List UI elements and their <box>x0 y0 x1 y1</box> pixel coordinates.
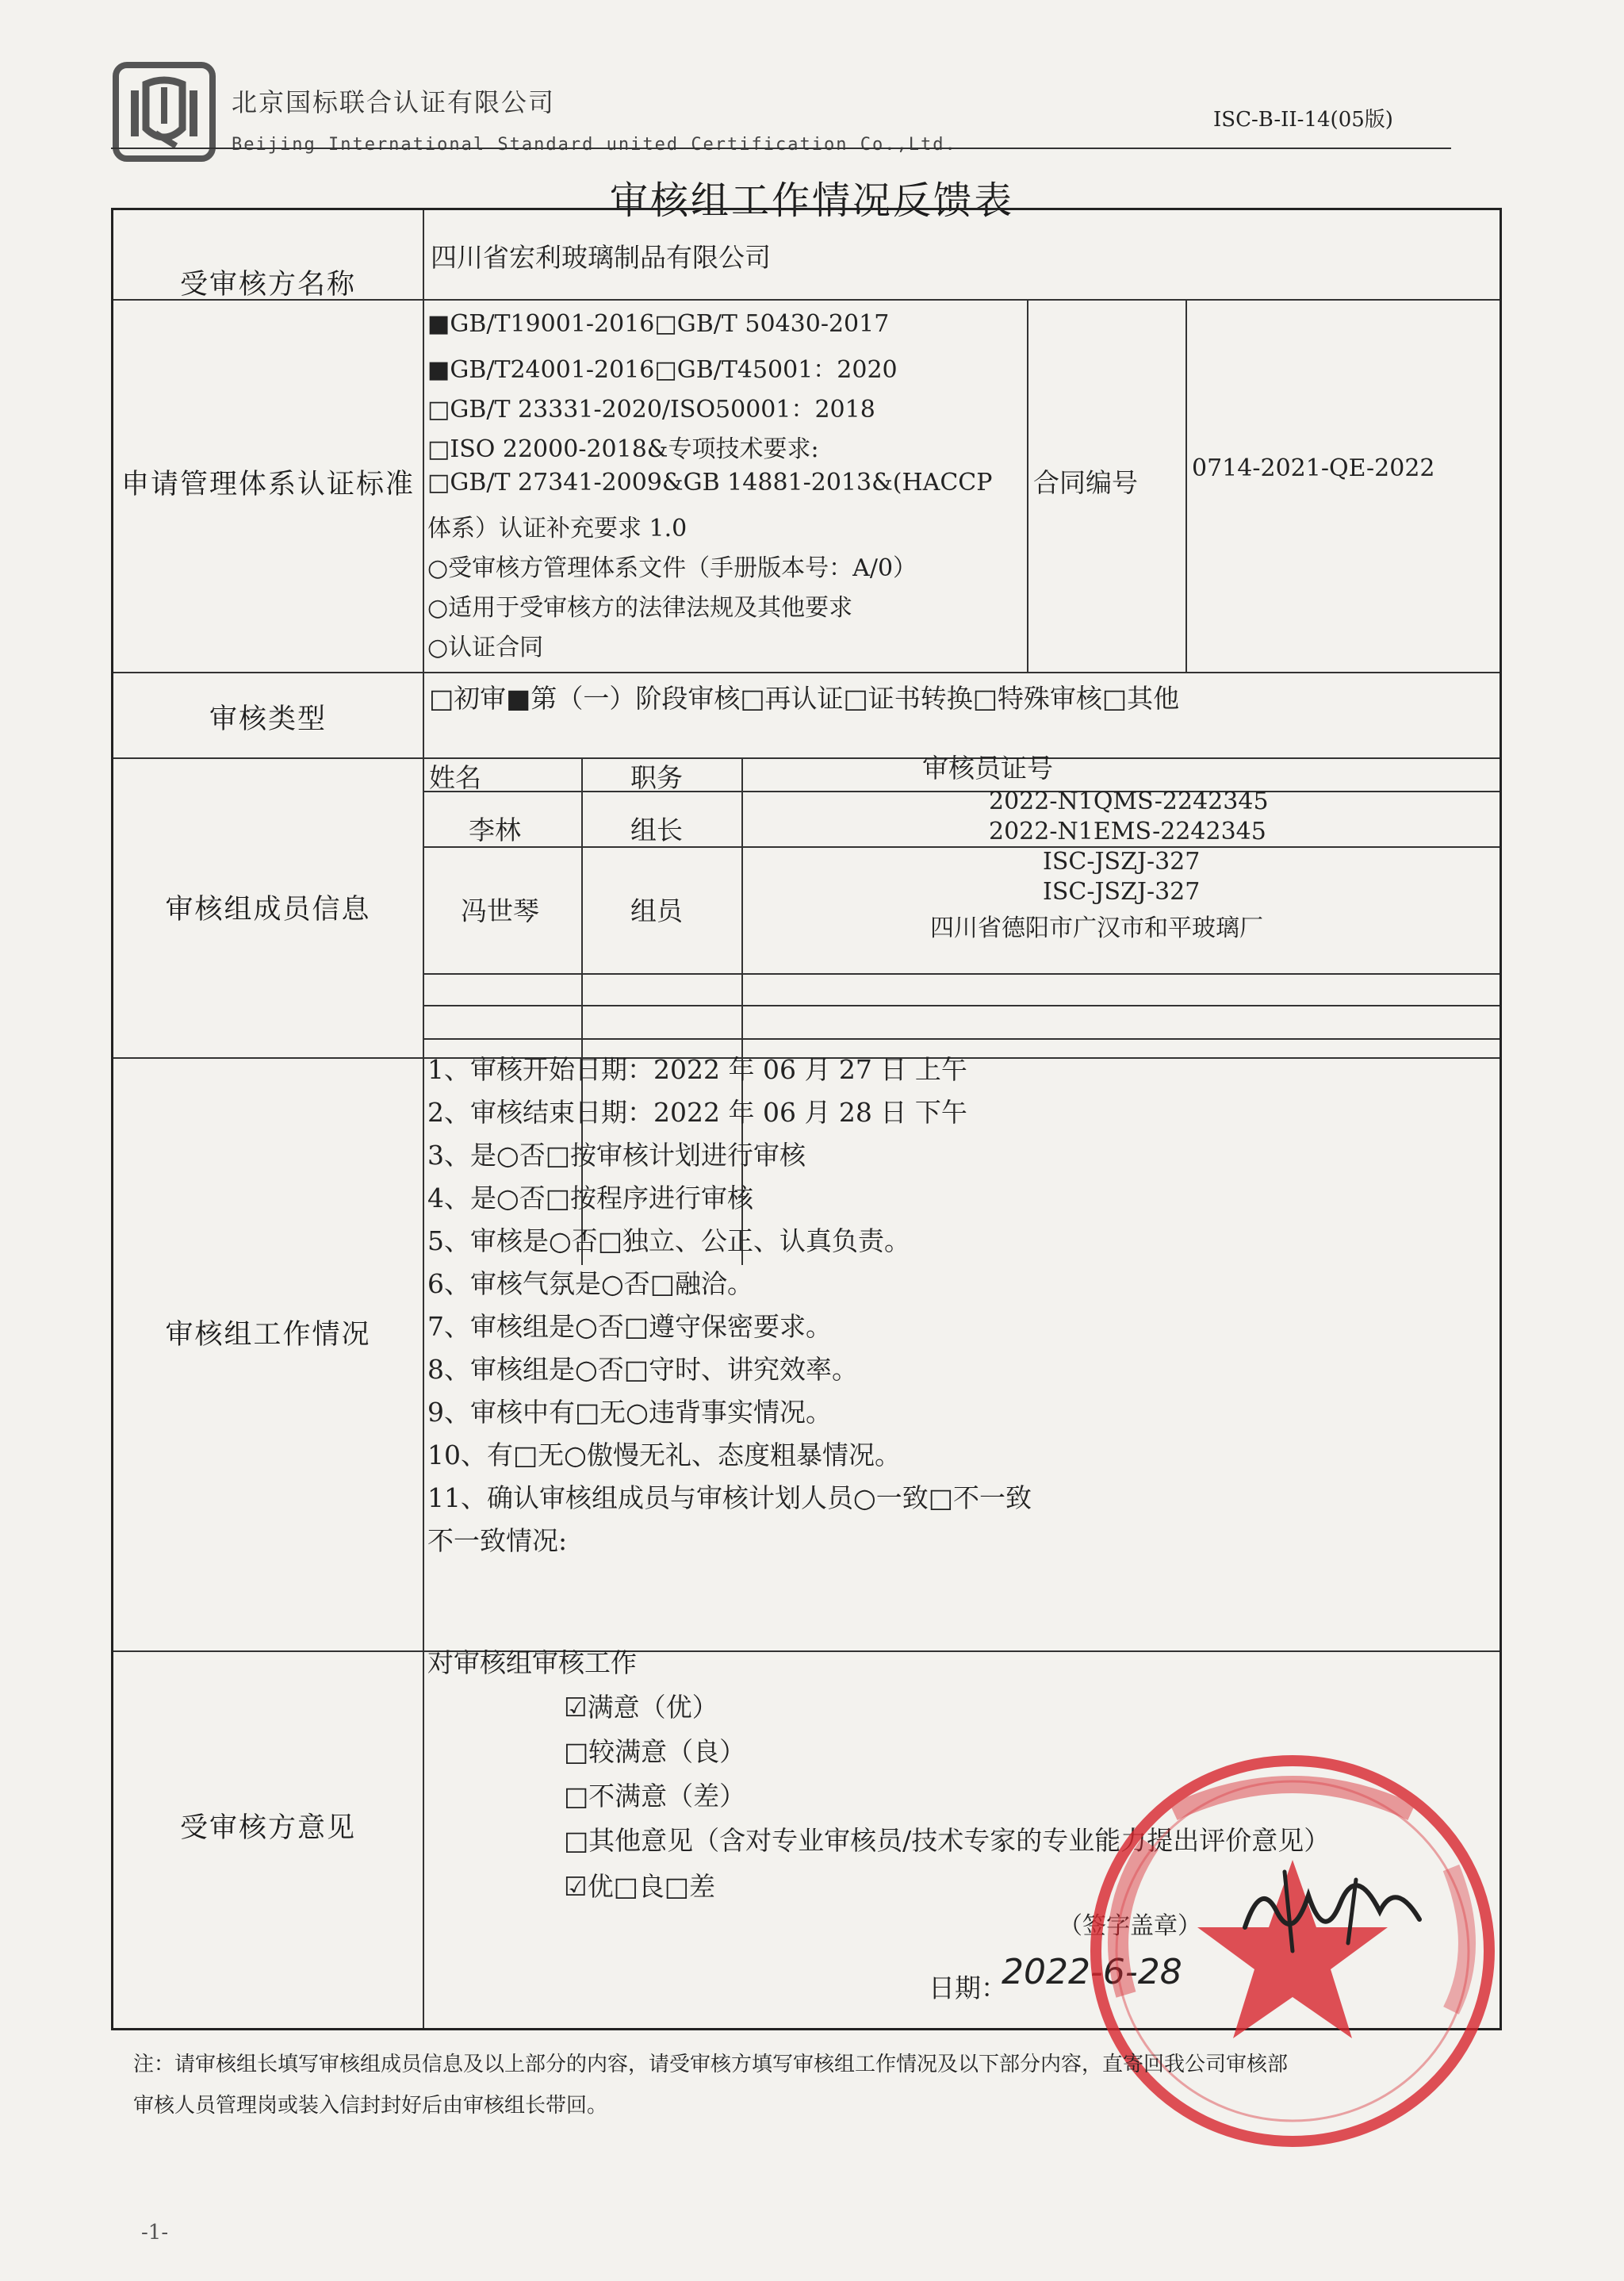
handwritten-signature-icon <box>1229 1864 1435 1959</box>
company-name-en: Beijing International Standard united Certification Co.,Ltd. <box>232 135 957 155</box>
team-header-role: 职务 <box>630 762 683 793</box>
row-divider <box>113 1650 1500 1652</box>
footnote: 注：请审核组长填写审核组成员信息及以上部分的内容，请受审核方填写审核组工作情况及以下部分内容，直寄回我公司审核部 <box>133 2053 1289 2076</box>
team-header-name: 姓名 <box>429 762 481 793</box>
header-rule <box>111 148 1451 149</box>
standard-line: □ISO 22000-2018&专项技术要求: <box>427 435 819 463</box>
work-label: 审核组工作情况 <box>165 1319 371 1351</box>
member-cert: 2022-N1EMS-2242345 <box>989 818 1266 845</box>
work-item: 3、是○否□按审核计划进行审核 <box>427 1140 806 1171</box>
auditee-value: 四川省宏利玻璃制品有限公司 <box>431 242 771 273</box>
work-item: 5、审核是○否□独立、公正、认真负责。 <box>427 1225 910 1256</box>
opinion-option: □较满意（良） <box>564 1736 746 1767</box>
footnote: 审核人员管理岗或装入信封封好后由审核组长带回。 <box>133 2094 608 2118</box>
standard-line: ■GB/T24001-2016□GB/T45001：2020 <box>427 356 898 384</box>
work-item: 不一致情况: <box>427 1525 568 1556</box>
work-item: 8、审核组是○否□守时、讲究效率。 <box>427 1354 858 1385</box>
standard-line: 体系）认证补充要求 1.0 <box>427 515 688 542</box>
member-role: 组长 <box>630 815 683 845</box>
page-number: -1- <box>141 2221 169 2245</box>
standard-line: ○适用于受审核方的法律法规及其他要求 <box>427 594 853 622</box>
contract-number: 0714-2021-QE-2022 <box>1192 454 1435 482</box>
row-divider <box>113 672 1500 673</box>
opinion-option: ☑满意（优） <box>564 1692 718 1723</box>
date-handwritten: 2022-6-28 <box>1002 1952 1182 1992</box>
date-label: 日期： <box>929 1972 1007 2003</box>
work-item: 11、确认审核组成员与审核计划人员○一致□不一致 <box>427 1482 1032 1513</box>
audit-type-label: 审核类型 <box>209 703 327 735</box>
contract-label-divider <box>1027 299 1028 672</box>
standard-line: □GB/T 27341-2009&GB 14881-2013&(HACCP <box>427 469 993 496</box>
standard-line: ○认证合同 <box>427 634 544 661</box>
sign-label: （签字盖章） <box>1059 1912 1201 1940</box>
work-item: 9、审核中有□无○违背事实情况。 <box>427 1397 832 1428</box>
team-header-cert: 审核员证号 <box>922 753 1053 784</box>
work-item: 6、审核气氛是○否□融洽。 <box>427 1268 753 1299</box>
opinion-label: 受审核方意见 <box>179 1812 356 1844</box>
team-row-divider <box>423 846 1500 848</box>
team-row-divider <box>423 973 1500 975</box>
row-divider <box>113 299 1500 301</box>
contract-label: 合同编号 <box>1033 467 1138 498</box>
member-cert: ISC-JSZJ-327 <box>1043 878 1201 906</box>
work-item: 4、是○否□按程序进行审核 <box>427 1183 753 1213</box>
work-item: 1、审核开始日期：2022 年 06 月 27 日 上午 <box>427 1054 967 1085</box>
opinion-option: □不满意（差） <box>564 1781 746 1811</box>
row-divider <box>113 757 1500 759</box>
work-item: 2、审核结束日期：2022 年 06 月 28 日 下午 <box>427 1097 967 1128</box>
company-name-cn: 北京国标联合认证有限公司 <box>232 87 556 117</box>
team-row-divider <box>423 1005 1500 1006</box>
standard-line: □GB/T 23331-2020/ISO50001：2018 <box>427 396 875 424</box>
standard-line: ○受审核方管理体系文件（手册版本号：A/0） <box>427 554 917 582</box>
audit-type-value: □初审■第（一）阶段审核□再认证□证书转换□特殊审核□其他 <box>429 683 1180 714</box>
standard-line: ■GB/T19001-2016□GB/T 50430-2017 <box>427 310 890 338</box>
opinion-intro: 对审核组审核工作 <box>427 1647 637 1678</box>
form-code: ISC-B-II-14(05版) <box>1213 108 1393 132</box>
member-name: 冯世琴 <box>461 895 539 926</box>
document-title: 审核组工作情况反馈表 <box>609 178 1014 223</box>
auditee-label: 受审核方名称 <box>179 269 356 301</box>
member-role: 组员 <box>630 895 683 926</box>
team-label: 审核组成员信息 <box>165 894 371 926</box>
team-header-divider <box>423 791 1500 792</box>
member-cert: 2022-N1QMS-2242345 <box>989 788 1269 815</box>
member-cert: ISC-JSZJ-327 <box>1043 848 1201 876</box>
member-cert: 四川省德阳市广汉市和平玻璃厂 <box>930 914 1263 942</box>
work-item: 10、有□无○傲慢无礼、态度粗暴情况。 <box>427 1440 901 1470</box>
standards-label: 申请管理体系认证标准 <box>121 469 415 500</box>
opinion-option: □其他意见（含对专业审核员/技术专家的专业能力提出评价意见） <box>564 1825 1331 1856</box>
team-row-divider <box>423 1038 1500 1040</box>
contract-value-divider <box>1185 299 1187 672</box>
work-item: 7、审核组是○否□遵守保密要求。 <box>427 1311 832 1342</box>
member-name: 李林 <box>469 815 521 845</box>
opinion-option: ☑优□良□差 <box>564 1871 715 1902</box>
label-column-divider <box>423 210 424 2028</box>
